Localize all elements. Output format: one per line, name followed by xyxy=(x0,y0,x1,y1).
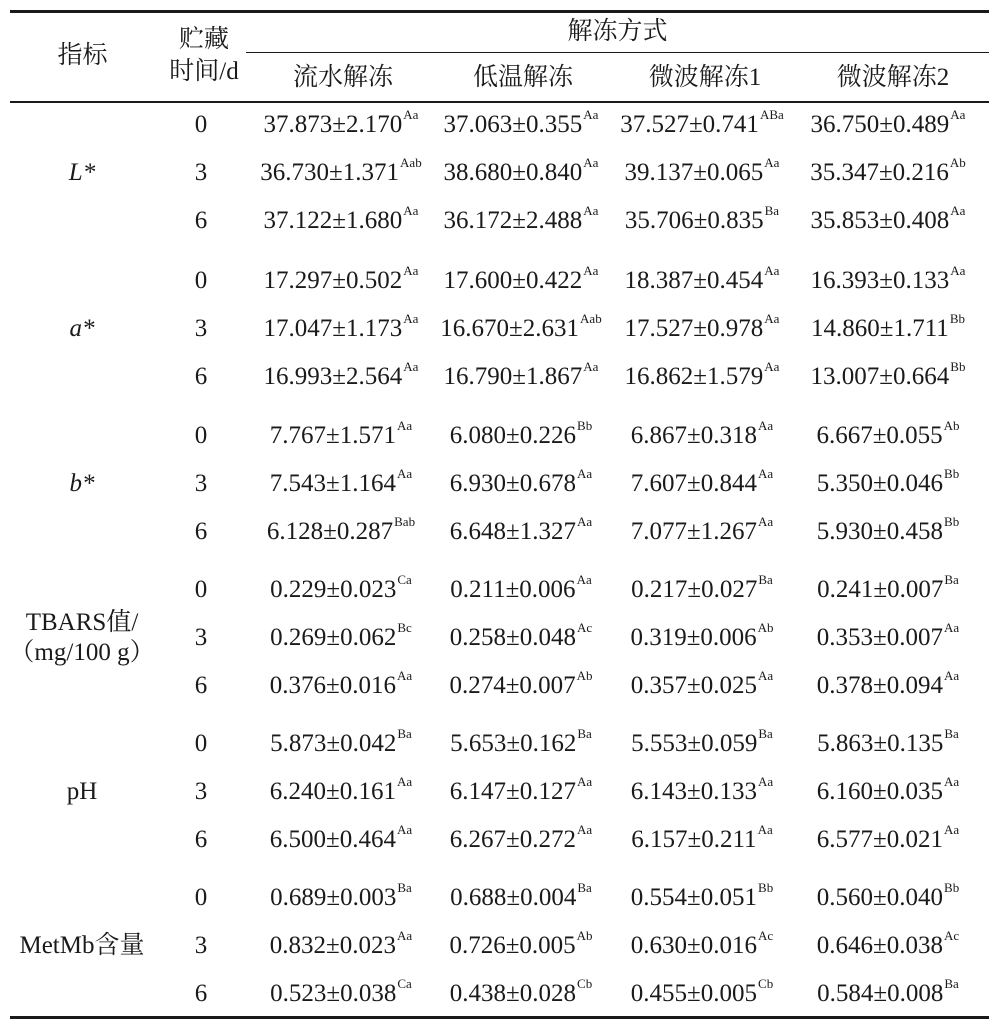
significance-letters: Ba xyxy=(764,203,780,218)
header-method-microwave-2: 微波解冻2 xyxy=(836,64,950,91)
cell-value: 0.688±0.004 xyxy=(450,884,577,911)
table-cell xyxy=(793,774,983,807)
table-cell xyxy=(793,466,983,499)
significance-letters: Aa xyxy=(577,466,593,481)
significance-letters: Ab xyxy=(576,928,593,943)
cell-value: 0.832±0.023 xyxy=(269,932,397,959)
table-cell xyxy=(246,107,436,140)
cell-value: 0.353±0.007 xyxy=(816,624,944,651)
significance-letters: Ab xyxy=(576,668,593,683)
storage-day: 3 xyxy=(194,778,208,805)
cell-value: 0.584±0.008 xyxy=(817,980,944,1007)
header-storage-line-1: 贮藏 xyxy=(178,26,229,53)
storage-day: 3 xyxy=(194,315,208,342)
cell-value: 13.007±0.664 xyxy=(810,363,950,390)
storage-day: 0 xyxy=(194,884,208,911)
significance-letters: Ba xyxy=(397,880,412,895)
table-cell xyxy=(426,620,616,653)
significance-letters: Bb xyxy=(944,880,960,895)
table-cell xyxy=(607,620,797,653)
indicator-label-line: MetMb含量 xyxy=(19,932,145,959)
table-cell xyxy=(607,418,797,451)
table-cell xyxy=(607,822,797,855)
table-cell xyxy=(607,880,797,913)
significance-letters: Aa xyxy=(764,359,780,374)
cell-value: 0.378±0.094 xyxy=(816,672,944,699)
cell-value: 16.393±0.133 xyxy=(810,267,950,294)
significance-letters: Bb xyxy=(950,359,966,374)
cell-value: 35.853±0.408 xyxy=(810,207,950,234)
cell-value: 0.646±0.038 xyxy=(816,932,944,959)
table-cell xyxy=(607,774,797,807)
indicator-label xyxy=(7,158,157,188)
significance-letters: Aab xyxy=(400,155,422,170)
cell-value: 7.543±1.164 xyxy=(269,470,397,497)
table-cell xyxy=(793,514,983,547)
table-cell xyxy=(793,976,983,1009)
cell-value: 36.172±2.488 xyxy=(443,207,583,234)
cell-value: 38.680±0.840 xyxy=(443,159,583,186)
significance-letters: Ac xyxy=(944,928,960,943)
table-cell xyxy=(246,514,436,547)
table-cell xyxy=(607,928,797,961)
cell-value: 7.607±0.844 xyxy=(630,470,758,497)
cell-value: 6.240±0.161 xyxy=(269,778,397,805)
significance-letters: Aa xyxy=(403,203,419,218)
table-cell xyxy=(426,726,616,759)
table-cell xyxy=(426,107,616,140)
cell-value: 16.862±1.579 xyxy=(624,363,764,390)
storage-day: 6 xyxy=(194,980,208,1007)
table-cell xyxy=(246,726,436,759)
table-cell xyxy=(607,311,797,344)
storage-day: 3 xyxy=(194,932,208,959)
table-cell xyxy=(426,359,616,392)
significance-letters: Aa xyxy=(403,107,419,122)
indicator-label xyxy=(7,777,157,807)
table-cell xyxy=(426,572,616,605)
cell-value: 36.730±1.371 xyxy=(260,159,400,186)
storage-day: 3 xyxy=(194,159,208,186)
significance-letters: Aa xyxy=(397,928,413,943)
cell-value: 16.993±2.564 xyxy=(263,363,403,390)
table-cell xyxy=(793,668,983,701)
cell-value: 17.047±1.173 xyxy=(263,315,403,342)
cell-value: 0.357±0.025 xyxy=(630,672,758,699)
significance-letters: Aa xyxy=(758,668,774,683)
storage-day: 6 xyxy=(194,518,208,545)
cell-value: 35.706±0.835 xyxy=(624,207,764,234)
significance-letters: Ba xyxy=(397,726,412,741)
table-cell xyxy=(246,928,436,961)
cell-value: 5.863±0.135 xyxy=(817,730,944,757)
cell-value: 7.077±1.267 xyxy=(630,518,758,545)
storage-day: 6 xyxy=(194,826,208,853)
cell-value: 6.667±0.055 xyxy=(816,422,943,449)
significance-letters: Bb xyxy=(944,514,960,529)
storage-day: 0 xyxy=(194,422,208,449)
cell-value: 6.648±1.327 xyxy=(449,518,577,545)
significance-letters: Bab xyxy=(394,514,416,529)
cell-value: 14.860±1.711 xyxy=(811,315,949,342)
significance-letters: Ba xyxy=(944,572,959,587)
significance-letters: Aa xyxy=(944,668,960,683)
storage-day: 0 xyxy=(194,267,208,294)
significance-letters: Aa xyxy=(764,155,780,170)
table-cell xyxy=(426,668,616,701)
significance-letters: Aa xyxy=(403,263,419,278)
significance-letters: Aa xyxy=(758,466,774,481)
significance-letters: Aa xyxy=(583,107,599,122)
cell-value: 17.297±0.502 xyxy=(263,267,403,294)
significance-letters: Aa xyxy=(576,572,592,587)
cell-value: 0.258±0.048 xyxy=(449,624,577,651)
header-indicator: 指标 xyxy=(57,42,108,69)
significance-letters: Aa xyxy=(397,774,413,789)
significance-letters: Aa xyxy=(950,203,966,218)
cell-value: 5.930±0.458 xyxy=(816,518,944,545)
significance-letters: Bb xyxy=(577,418,593,433)
table-cell xyxy=(793,263,983,296)
table-cell xyxy=(246,976,436,1009)
header-method-microwave-1: 微波解冻1 xyxy=(648,64,762,91)
significance-letters: Ba xyxy=(577,726,592,741)
cell-value: 6.080±0.226 xyxy=(449,422,577,449)
indicator-label-line: b* xyxy=(69,470,95,497)
significance-letters: Aa xyxy=(397,418,413,433)
significance-letters: Cb xyxy=(577,976,593,991)
cell-value: 37.122±1.680 xyxy=(263,207,403,234)
table-cell xyxy=(426,976,616,1009)
table-cell xyxy=(793,418,983,451)
table-cell xyxy=(246,774,436,807)
cell-value: 5.350±0.046 xyxy=(816,470,944,497)
storage-day: 3 xyxy=(194,470,208,497)
cell-value: 5.553±0.059 xyxy=(631,730,758,757)
header-method-low-temp: 低温解冻 xyxy=(472,64,573,91)
table-cell xyxy=(793,311,983,344)
cell-value: 6.267±0.272 xyxy=(449,826,577,853)
significance-letters: Ab xyxy=(943,418,960,433)
table-cell xyxy=(246,203,436,236)
significance-letters: Bb xyxy=(758,880,774,895)
cell-value: 6.577±0.021 xyxy=(816,826,944,853)
significance-letters: Aa xyxy=(944,822,960,837)
significance-letters: Aa xyxy=(764,263,780,278)
cell-value: 6.867±0.318 xyxy=(630,422,758,449)
cell-value: 35.347±0.216 xyxy=(810,159,949,186)
table-cell xyxy=(793,928,983,961)
table-cell xyxy=(426,822,616,855)
cell-value: 0.217±0.027 xyxy=(631,576,758,603)
table-cell xyxy=(426,155,616,188)
cell-value: 17.600±0.422 xyxy=(443,267,583,294)
table-cell xyxy=(246,155,436,188)
significance-letters: Ca xyxy=(397,976,412,991)
cell-value: 37.873±2.170 xyxy=(263,111,403,138)
table-cell xyxy=(793,359,983,392)
table-cell xyxy=(426,880,616,913)
significance-letters: Aa xyxy=(944,620,960,635)
significance-letters: Aa xyxy=(758,774,774,789)
storage-day: 6 xyxy=(194,363,208,390)
indicator-label-line: （mg/100 g） xyxy=(9,639,155,666)
table-cell xyxy=(607,155,797,188)
cell-value: 37.063±0.355 xyxy=(443,111,583,138)
cell-value: 39.137±0.065 xyxy=(624,159,764,186)
indicator-label-line: TBARS值/ xyxy=(25,609,139,636)
significance-letters: Aa xyxy=(403,359,419,374)
table-cell xyxy=(426,928,616,961)
cell-value: 0.241±0.007 xyxy=(817,576,944,603)
table-cell xyxy=(246,880,436,913)
table-cell xyxy=(793,880,983,913)
indicator-label xyxy=(7,314,157,344)
table-cell xyxy=(607,726,797,759)
cell-value: 0.438±0.028 xyxy=(449,980,577,1007)
cell-value: 6.128±0.287 xyxy=(266,518,394,545)
significance-letters: Ab xyxy=(949,155,966,170)
table-cell xyxy=(607,572,797,605)
table-cell xyxy=(426,311,616,344)
indicator-label-line: L* xyxy=(68,159,96,186)
table-cell xyxy=(607,359,797,392)
significance-letters: Aa xyxy=(583,155,599,170)
significance-letters: Aa xyxy=(397,822,413,837)
table-cell xyxy=(793,620,983,653)
significance-letters: Bb xyxy=(949,311,965,326)
cell-value: 6.160±0.035 xyxy=(816,778,944,805)
significance-letters: Aa xyxy=(944,774,960,789)
significance-letters: Ba xyxy=(758,572,773,587)
table-cell xyxy=(607,263,797,296)
significance-letters: Aab xyxy=(580,311,602,326)
significance-letters: Ab xyxy=(757,620,774,635)
cell-value: 16.670±2.631 xyxy=(440,315,580,342)
indicator-label xyxy=(7,469,157,499)
table-cell xyxy=(246,359,436,392)
cell-value: 5.653±0.162 xyxy=(450,730,577,757)
indicator-label xyxy=(7,608,157,668)
table-cell xyxy=(246,311,436,344)
significance-letters: Aa xyxy=(583,263,599,278)
cell-value: 0.554±0.051 xyxy=(630,884,758,911)
cell-value: 6.143±0.133 xyxy=(630,778,758,805)
table-cell xyxy=(607,203,797,236)
header-method-running-water: 流水解冻 xyxy=(292,64,393,91)
significance-letters: Aa xyxy=(757,822,773,837)
table-cell xyxy=(426,263,616,296)
cell-value: 0.269±0.062 xyxy=(270,624,397,651)
table-cell xyxy=(426,466,616,499)
storage-day: 0 xyxy=(194,730,208,757)
table-cell xyxy=(793,822,983,855)
table-cell xyxy=(246,668,436,701)
significance-letters: Aa xyxy=(950,107,966,122)
table-cell xyxy=(246,572,436,605)
table-cell xyxy=(426,514,616,547)
storage-day: 0 xyxy=(194,576,208,603)
cell-value: 7.767±1.571 xyxy=(269,422,397,449)
storage-day: 3 xyxy=(194,624,208,651)
indicator-label xyxy=(7,931,157,961)
table-cell xyxy=(793,203,983,236)
header-thaw-method-group: 解冻方式 xyxy=(567,18,668,45)
significance-letters: Aa xyxy=(950,263,966,278)
table-cell xyxy=(426,774,616,807)
table-cell xyxy=(793,572,983,605)
cell-value: 5.873±0.042 xyxy=(270,730,397,757)
significance-letters: Aa xyxy=(583,359,599,374)
table-cell xyxy=(246,620,436,653)
significance-letters: Ca xyxy=(397,572,412,587)
cell-value: 6.500±0.464 xyxy=(269,826,397,853)
significance-letters: Bb xyxy=(944,466,960,481)
cell-value: 6.930±0.678 xyxy=(449,470,577,497)
cell-value: 0.455±0.005 xyxy=(630,980,758,1007)
cell-value: 18.387±0.454 xyxy=(624,267,764,294)
significance-letters: Aa xyxy=(577,514,593,529)
significance-letters: Aa xyxy=(397,466,413,481)
significance-letters: Aa xyxy=(397,668,413,683)
significance-letters: Aa xyxy=(577,774,593,789)
table-cell xyxy=(793,107,983,140)
significance-letters: Ba xyxy=(577,880,592,895)
significance-letters: Aa xyxy=(583,203,599,218)
indicator-label-line: a* xyxy=(69,315,95,342)
significance-letters: Aa xyxy=(403,311,419,326)
table-cell xyxy=(246,822,436,855)
cell-value: 0.726±0.005 xyxy=(449,932,576,959)
table-cell xyxy=(607,466,797,499)
header-storage-line-2: 时间/d xyxy=(169,58,239,85)
significance-letters: Ba xyxy=(944,726,959,741)
table-cell xyxy=(607,668,797,701)
cell-value: 0.630±0.016 xyxy=(630,932,758,959)
table-cell xyxy=(607,514,797,547)
cell-value: 0.274±0.007 xyxy=(449,672,576,699)
storage-day: 6 xyxy=(194,207,208,234)
significance-letters: Aa xyxy=(764,311,780,326)
cell-value: 16.790±1.867 xyxy=(443,363,583,390)
cell-value: 37.527±0.741 xyxy=(620,111,759,138)
significance-letters: Aa xyxy=(758,418,774,433)
cell-value: 17.527±0.978 xyxy=(624,315,764,342)
storage-day: 0 xyxy=(194,111,208,138)
table-cell xyxy=(426,203,616,236)
significance-letters: Aa xyxy=(577,822,593,837)
significance-letters: Ac xyxy=(758,928,774,943)
table-cell xyxy=(607,976,797,1009)
significance-letters: Aa xyxy=(758,514,774,529)
cell-value: 0.376±0.016 xyxy=(269,672,397,699)
table-cell xyxy=(793,155,983,188)
table-cell xyxy=(246,418,436,451)
table-cell xyxy=(607,107,797,140)
significance-letters: Bc xyxy=(397,620,412,635)
table-cell xyxy=(246,263,436,296)
table-cell xyxy=(793,726,983,759)
cell-value: 6.147±0.127 xyxy=(449,778,577,805)
cell-value: 0.523±0.038 xyxy=(270,980,397,1007)
cell-value: 0.211±0.006 xyxy=(450,576,576,603)
significance-letters: Cb xyxy=(758,976,774,991)
cell-value: 6.157±0.211 xyxy=(631,826,757,853)
storage-day: 6 xyxy=(194,672,208,699)
cell-value: 0.560±0.040 xyxy=(816,884,944,911)
cell-value: 0.229±0.023 xyxy=(270,576,397,603)
significance-letters: Ba xyxy=(758,726,773,741)
cell-value: 36.750±0.489 xyxy=(810,111,950,138)
table-cell xyxy=(426,418,616,451)
cell-value: 0.689±0.003 xyxy=(270,884,397,911)
significance-letters: Ac xyxy=(577,620,593,635)
significance-letters: Ba xyxy=(944,976,959,991)
cell-value: 0.319±0.006 xyxy=(630,624,757,651)
indicator-label-line: pH xyxy=(66,778,98,805)
significance-letters: ABa xyxy=(759,107,784,122)
table-cell xyxy=(246,466,436,499)
